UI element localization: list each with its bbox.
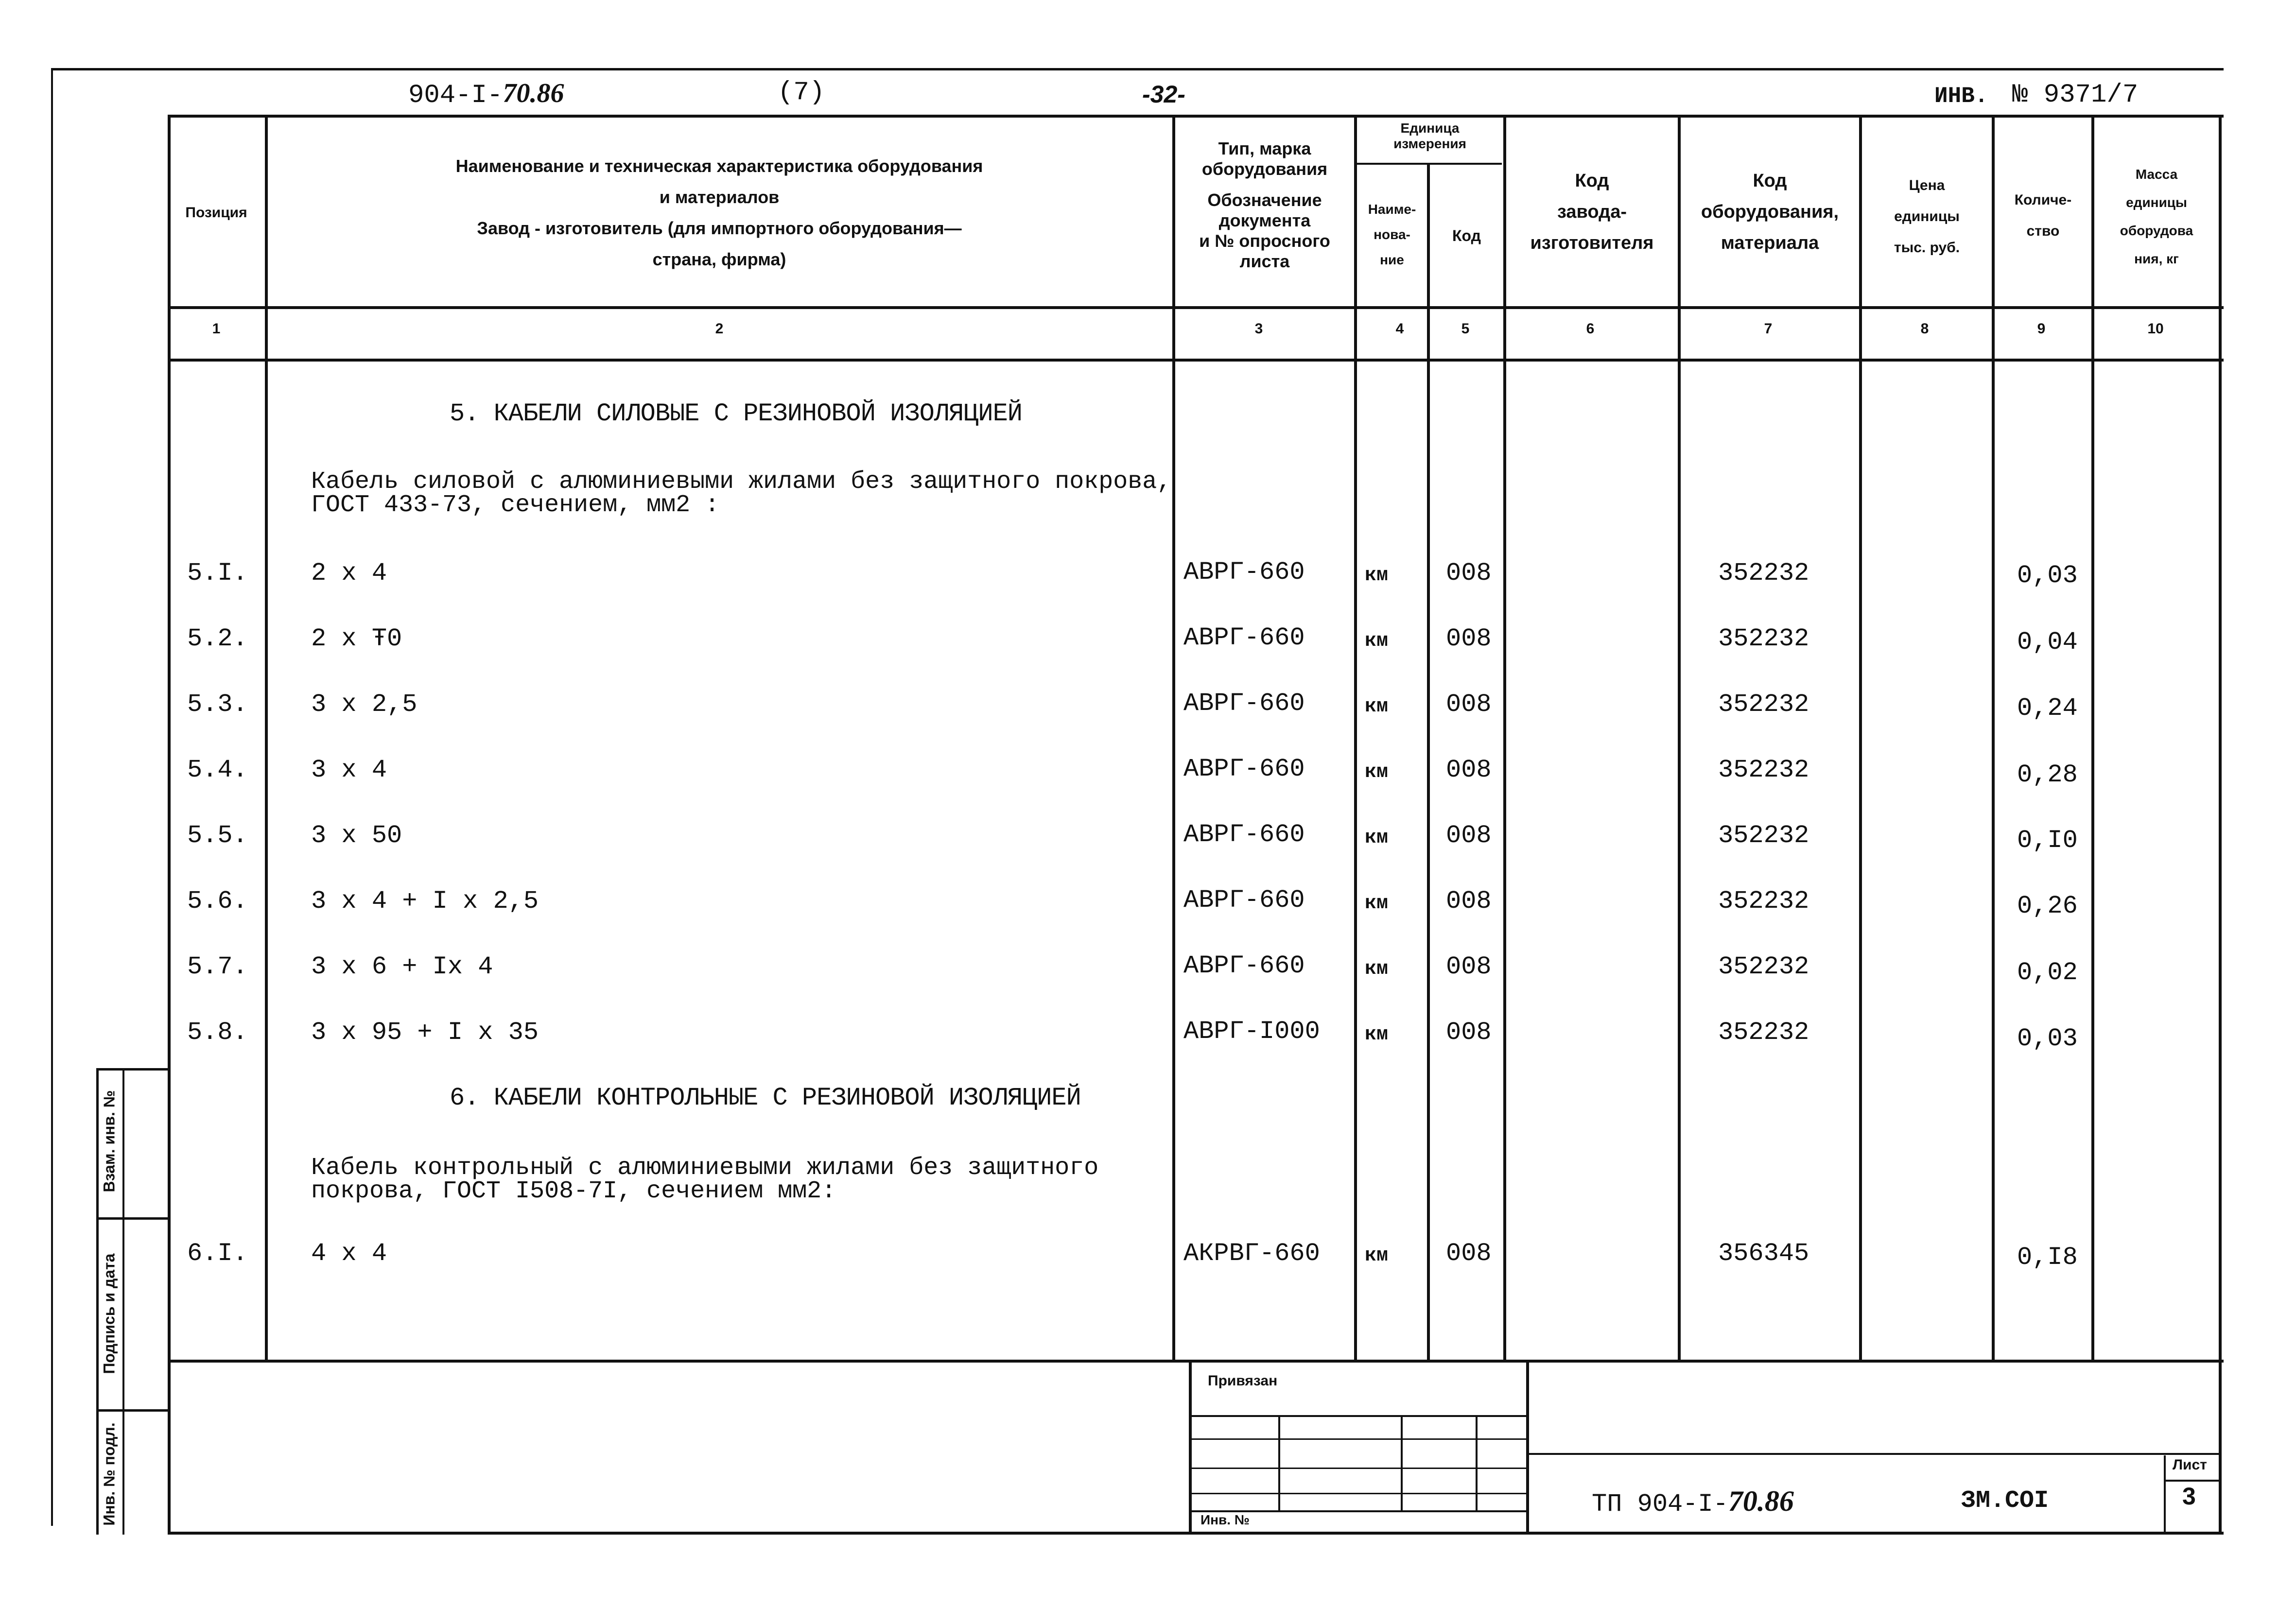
row-type: АВРГ-I000 — [1183, 1017, 1320, 1046]
row-name: 3 x 4 + I x 2,5 — [311, 887, 539, 916]
outer-left-border — [51, 68, 53, 1526]
row-position: 5.2. — [187, 624, 248, 653]
stamp-line-c — [1278, 1417, 1280, 1511]
row-code: 008 — [1446, 1239, 1492, 1268]
row-material-code: 352232 — [1718, 756, 1809, 784]
header-name: Наименование и техническая характеристика оборудования и материалов Завод - изготовитель (для импортного оборудования— страна, фирма) — [455, 156, 983, 269]
doc-code — [408, 78, 564, 110]
row-name: 3 x 50 — [311, 821, 402, 850]
colnum-9: 9 — [2037, 321, 2046, 337]
page-number: -32- — [1142, 81, 1185, 108]
row-name: 3 x 2,5 — [311, 690, 417, 719]
row-position: 5.3. — [187, 690, 248, 719]
stamp-line-d — [1401, 1417, 1403, 1511]
doc-code-handwritten: 70.86 — [503, 78, 564, 108]
row-unit: км — [1365, 827, 1389, 849]
col-line-4 — [1427, 163, 1430, 1361]
stamp-doc-code-handwritten: 70.86 — [1728, 1485, 1794, 1517]
row-unit: км — [1365, 1024, 1389, 1046]
col-line-3 — [1354, 115, 1357, 1361]
row-position: 5.4. — [187, 756, 248, 784]
row-code: 008 — [1446, 690, 1492, 719]
row-type: АВРГ-660 — [1183, 951, 1305, 980]
colnum-7: 7 — [1764, 321, 1773, 337]
row-material-code: 352232 — [1718, 1018, 1809, 1047]
row-type: АВРГ-660 — [1183, 820, 1305, 849]
row-type: АВРГ-660 — [1183, 623, 1305, 652]
header-material-code: Код оборудования, материала — [1701, 171, 1839, 253]
row-name: 4 x 4 — [311, 1239, 387, 1268]
row-quantity: 0,02 — [2017, 958, 2078, 987]
colnum-bottom-line — [168, 359, 2224, 362]
stamp-inv-label: Инв. № — [1200, 1512, 1250, 1527]
stamp-hline-4 — [1189, 1493, 1526, 1494]
row-code: 008 — [1446, 952, 1492, 981]
section-5-description: Кабель силовой с алюминиевыми жилами без защитного покрова, ГОСТ 433-73, сечением, мм2 : — [311, 468, 1172, 519]
side-stamp-mid — [122, 1068, 124, 1535]
row-quantity: 0,I8 — [2017, 1243, 2078, 1272]
header-mass: Масса единицы оборудова ния, кг — [2120, 167, 2193, 266]
table-top-line — [168, 115, 2224, 118]
col-line-9 — [2091, 115, 2094, 1361]
colnum-1: 1 — [212, 321, 221, 337]
row-unit: км — [1365, 761, 1389, 783]
col-line-10 — [2219, 115, 2222, 1534]
row-position: 6.I. — [187, 1239, 248, 1268]
row-code: 008 — [1446, 887, 1492, 916]
row-code: 008 — [1446, 1018, 1492, 1047]
stamp-sheet-label: Лист — [2173, 1457, 2207, 1473]
header-unit-code: Код — [1452, 227, 1481, 244]
col-line-5 — [1503, 115, 1506, 1361]
colnum-4: 4 — [1395, 321, 1404, 337]
row-position: 5.5. — [187, 821, 248, 850]
row-material-code: 352232 — [1718, 624, 1809, 653]
row-material-code: 352232 — [1718, 559, 1809, 588]
header-quantity: Количе- ство — [2014, 192, 2072, 239]
row-unit: км — [1365, 958, 1389, 980]
header-unit-group: Единица измерения — [1393, 121, 1466, 151]
stamp-doc-suffix: ЗМ.СОI — [1961, 1487, 2049, 1515]
side-stamp-signature-date: Подпись и дата — [100, 1253, 118, 1374]
row-quantity: 0,03 — [2017, 1024, 2078, 1053]
row-code: 008 — [1446, 821, 1492, 850]
row-quantity: 0,24 — [2017, 694, 2078, 723]
header-position: Позиция — [185, 205, 247, 221]
stamp-attached-label: Привязан — [1208, 1373, 1278, 1389]
row-type: АВРГ-660 — [1183, 689, 1305, 718]
stamp-line-e — [1476, 1417, 1478, 1511]
stamp-doc-code-printed: ТП 904-I- — [1592, 1490, 1728, 1519]
col-line-7 — [1859, 115, 1862, 1361]
row-unit: км — [1365, 630, 1389, 652]
side-stamp-div1 — [96, 1217, 168, 1220]
stamp-line-f — [2164, 1455, 2166, 1533]
section-6-title: 6. КАБЕЛИ КОНТРОЛЬНЫЕ С РЕЗИНОВОЙ ИЗОЛЯЦИЕЙ — [450, 1084, 1081, 1112]
colnum-10: 10 — [2147, 321, 2164, 337]
col-line-1 — [265, 115, 268, 1361]
header-type: Тип, марка оборудования Обозначение документа и № опросного листа — [1199, 138, 1330, 271]
side-stamp-replace-inv: Взам. инв. № — [100, 1090, 118, 1192]
col-line-2 — [1172, 115, 1175, 1361]
row-material-code: 352232 — [1718, 887, 1809, 916]
side-stamp-original-inv: Инв. № подл. — [100, 1422, 118, 1526]
row-unit: км — [1365, 893, 1389, 915]
row-type: АВРГ-660 — [1183, 558, 1305, 587]
row-quantity: 0,03 — [2017, 561, 2078, 590]
row-quantity: 0,04 — [2017, 628, 2078, 657]
table-bottom-line — [168, 1360, 2224, 1363]
stamp-line-a — [1189, 1360, 1192, 1535]
row-unit: км — [1365, 696, 1389, 718]
section-5-title: 5. КАБЕЛИ СИЛОВЫЕ С РЕЗИНОВОЙ ИЗОЛЯЦИЕЙ — [450, 399, 1022, 428]
colnum-3: 3 — [1254, 321, 1263, 337]
col-line-6 — [1678, 115, 1681, 1361]
stamp-doc-code — [1592, 1485, 1794, 1519]
row-material-code: 352232 — [1718, 821, 1809, 850]
colnum-8: 8 — [1920, 321, 1929, 337]
stamp-line-b — [1526, 1360, 1529, 1535]
section-6-description: Кабель контрольный с алюминиевыми жилами без защитного покрова, ГОСТ I508-7I, сечением мм2: — [311, 1154, 1099, 1205]
doc-code-printed: 904-I- — [408, 81, 503, 110]
row-type: АВРГ-660 — [1183, 755, 1305, 783]
row-position: 5.7. — [187, 952, 248, 981]
row-material-code: 356345 — [1718, 1239, 1809, 1268]
header-factory-code: Код завода- изготовителя — [1530, 171, 1654, 253]
row-name: 3 x 4 — [311, 756, 387, 784]
stamp-hline-2 — [1189, 1438, 1526, 1440]
row-unit: км — [1365, 1245, 1389, 1267]
page-bottom-line — [168, 1532, 2224, 1535]
inventory-label: ИНВ. — [1934, 84, 1988, 109]
row-quantity: 0,26 — [2017, 892, 2078, 920]
row-name: 3 x 95 + I x 35 — [311, 1018, 539, 1047]
row-position: 5.8. — [187, 1018, 248, 1047]
inventory-number: № 9371/7 — [2012, 80, 2139, 110]
row-code: 008 — [1446, 756, 1492, 784]
outer-top-border — [51, 68, 2224, 70]
side-stamp-left — [96, 1068, 99, 1535]
row-material-code: 352232 — [1718, 952, 1809, 981]
header-price: Цена единицы тыс. руб. — [1894, 177, 1960, 256]
row-name: 2 x Ŧ0 — [311, 624, 402, 653]
row-name: 2 x 4 — [311, 559, 387, 588]
stamp-hline-1 — [1189, 1415, 1526, 1417]
row-code: 008 — [1446, 624, 1492, 653]
stamp-sheet-number: 3 — [2182, 1483, 2196, 1510]
col-line-8 — [1992, 115, 1995, 1361]
row-type: АВРГ-660 — [1183, 886, 1305, 915]
row-material-code: 352232 — [1718, 690, 1809, 719]
row-type: АКРВГ-660 — [1183, 1239, 1320, 1268]
col-line-0 — [168, 115, 171, 1534]
stamp-hline-3 — [1189, 1468, 1526, 1469]
row-name: 3 x 6 + Ix 4 — [311, 952, 493, 981]
colnum-5: 5 — [1461, 321, 1470, 337]
header-bottom-line — [168, 306, 2224, 309]
part-number: (7) — [778, 78, 825, 107]
stamp-hline-6 — [1526, 1453, 2219, 1455]
stamp-hline-7 — [2164, 1480, 2219, 1482]
colnum-2: 2 — [715, 321, 724, 337]
header-unit-name: Наиме- нова- ние — [1368, 202, 1416, 267]
row-quantity: 0,I0 — [2017, 826, 2078, 855]
row-position: 5.I. — [187, 559, 248, 588]
row-code: 008 — [1446, 559, 1492, 588]
row-unit: км — [1365, 565, 1389, 587]
row-quantity: 0,28 — [2017, 760, 2078, 789]
row-position: 5.6. — [187, 887, 248, 916]
colnum-6: 6 — [1586, 321, 1595, 337]
